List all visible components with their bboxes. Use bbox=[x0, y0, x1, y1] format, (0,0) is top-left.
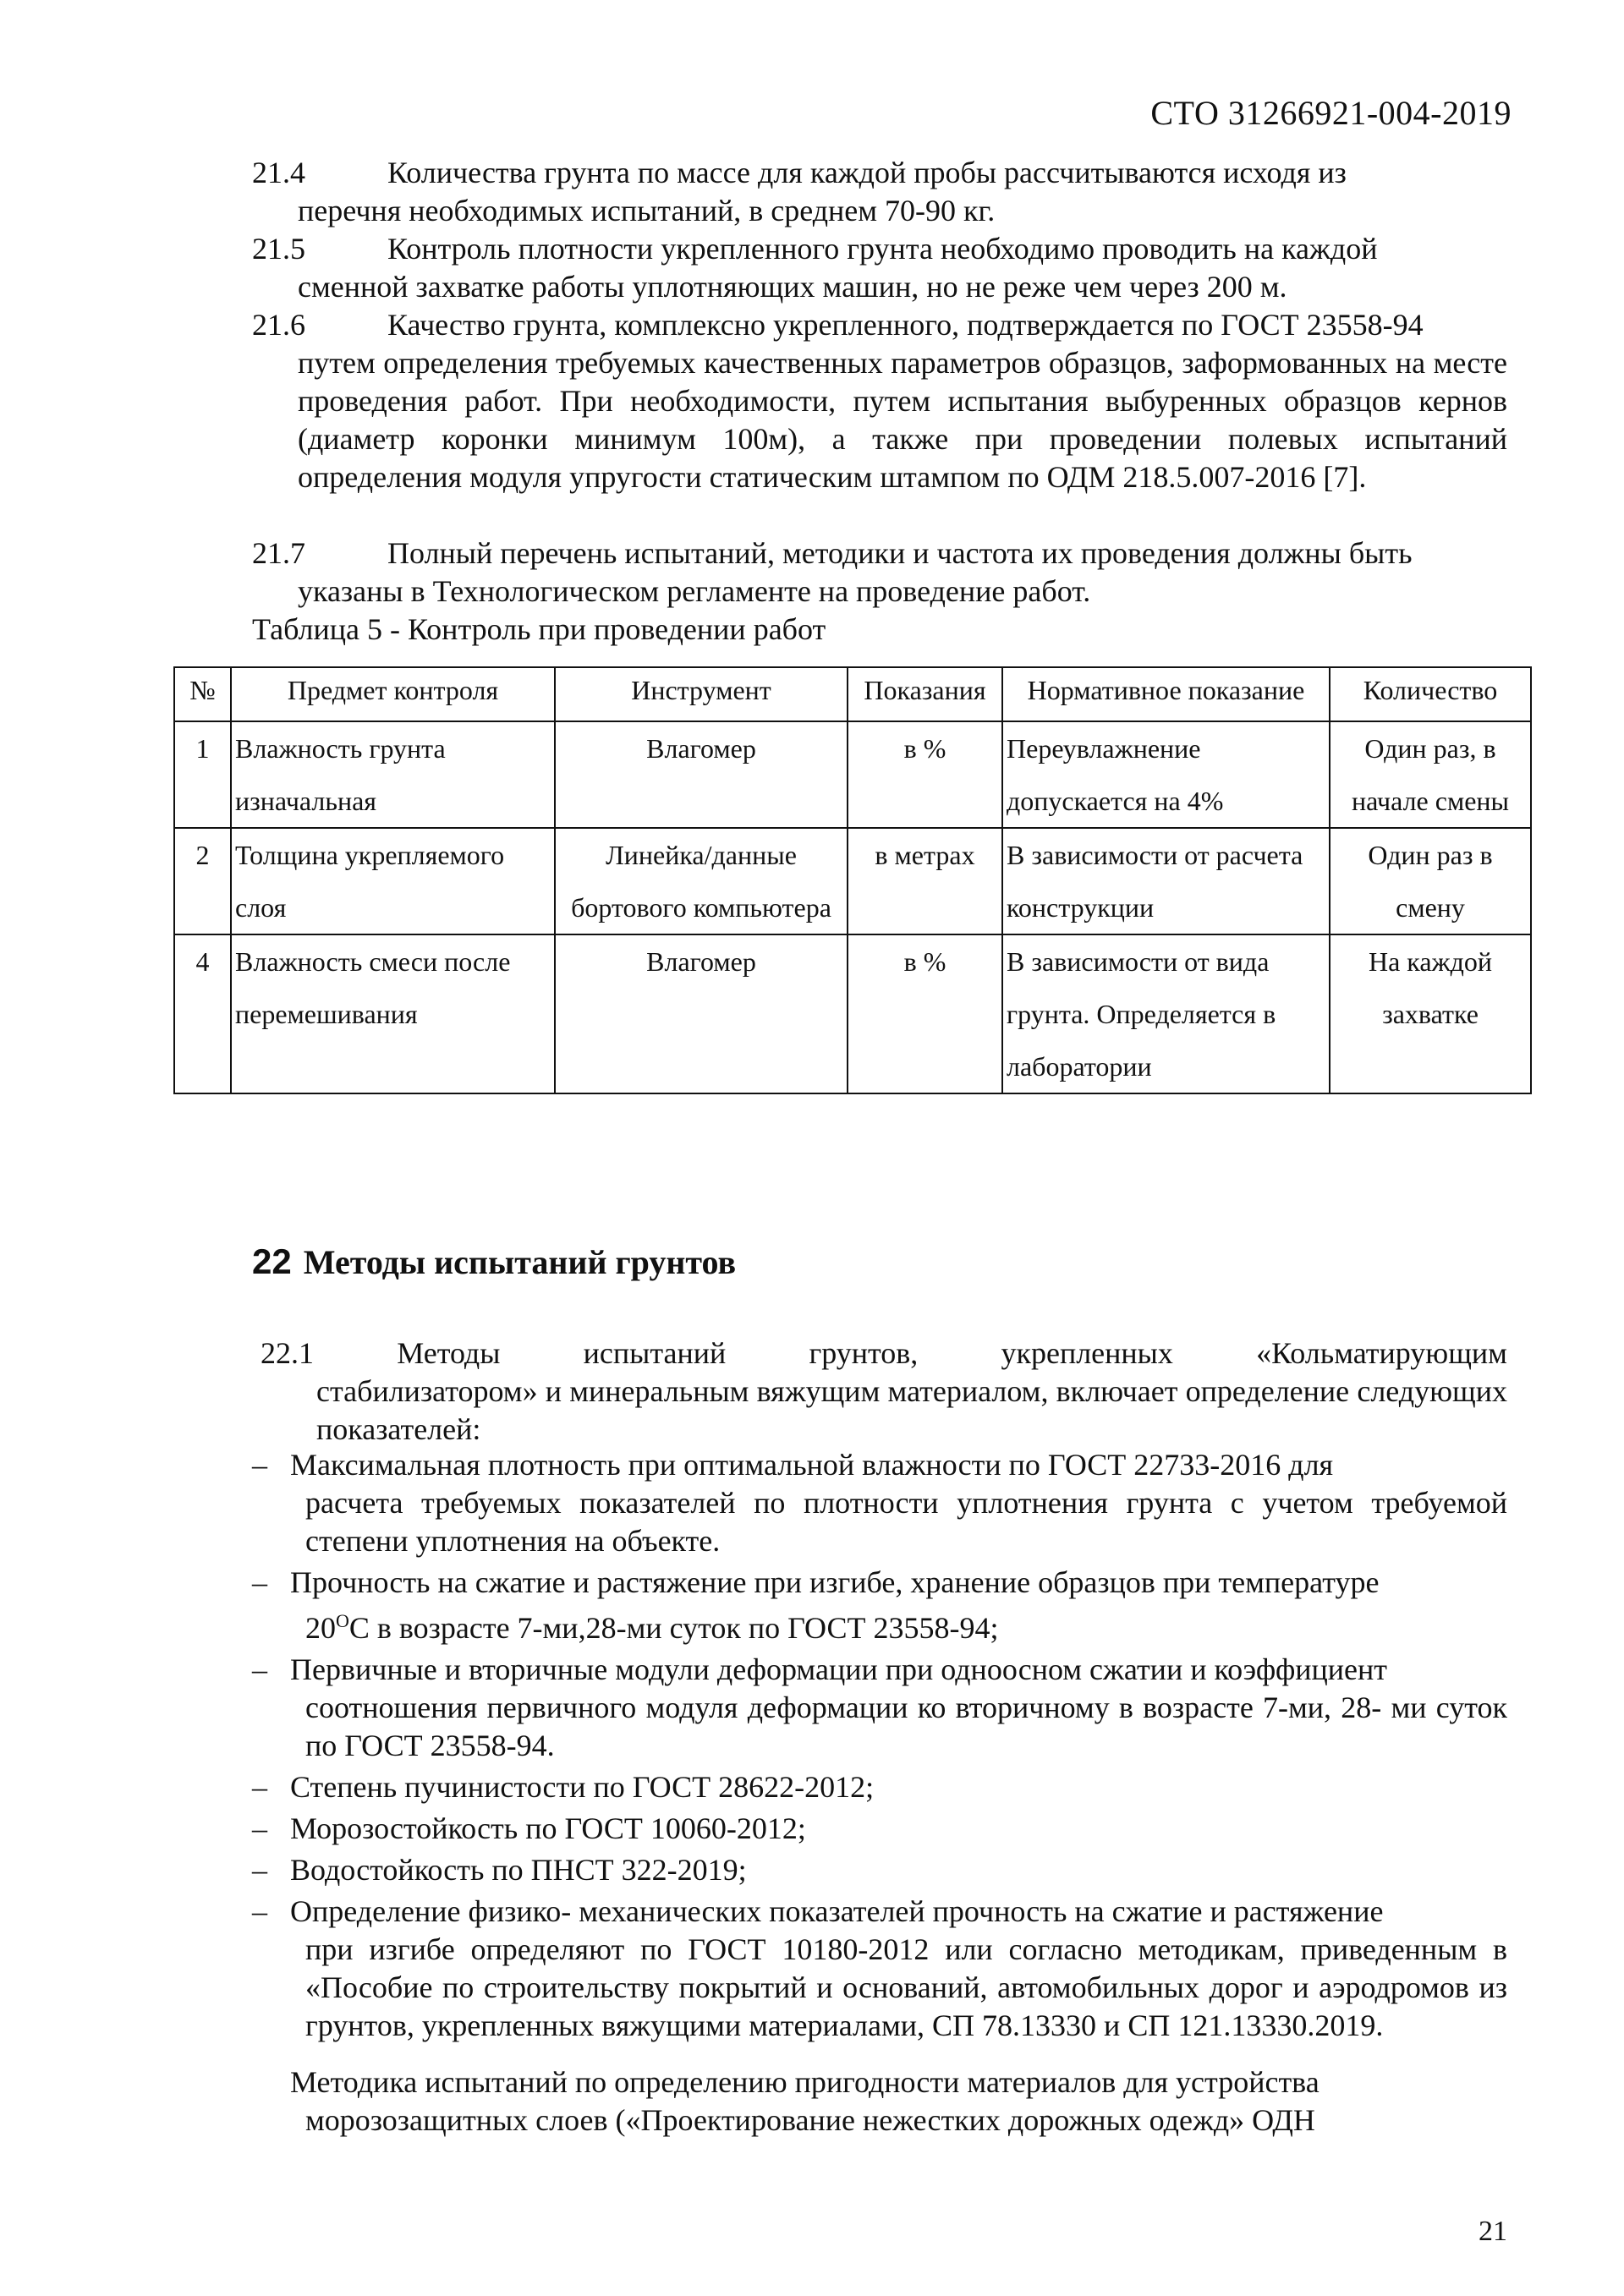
col-header-reading: Показания bbox=[848, 667, 1002, 721]
paragraph-first-line: Полный перечень испытаний, методики и частота их проведения должны быть bbox=[387, 536, 1413, 570]
list-item-first: Водостойкость по ПНСТ 322-2019; bbox=[290, 1853, 747, 1887]
cell-norm: В зависимости от расчета конструкции bbox=[1002, 828, 1330, 934]
list-item-rest: при изгибе определяют по ГОСТ 10180-2012 или согласно методикам, приведенным в «Пособие по строительству покрытий и оснований, автомобильных дорог и аэродромов из грунтов, укрепленных вяжущими материалами, СП 78.13330 и СП 121.13330.2019. bbox=[305, 1932, 1507, 2042]
word: испытаний bbox=[583, 1336, 727, 1370]
list-item-rest bbox=[290, 1602, 1507, 1647]
list-item bbox=[252, 1893, 1507, 2045]
table-header-row bbox=[174, 667, 1531, 721]
table-row bbox=[174, 934, 1531, 1093]
table-row bbox=[174, 721, 1531, 828]
paragraph-continuation: путем определения требуемых качественных параметров образцов, заформованных на месте проведения работ. При необходимости, путем испытания выбуренных образцов кернов (диаметр коронки минимум 100м), а также при проведении полевых испытаний определения модуля упругости статическим штампом по ОДМ 218.5.007-2016 [7]. bbox=[298, 346, 1507, 494]
paragraph-number: 21.5 bbox=[252, 232, 305, 266]
list-item-first: Определение физико- механических показателей прочность на сжатие и растяжение bbox=[290, 1894, 1384, 1928]
dash-bullet: – bbox=[252, 1565, 267, 1599]
cell-number: 2 bbox=[174, 828, 231, 934]
paragraph-number: 22.1 bbox=[261, 1336, 314, 1370]
cell-subject: Влажность смеси после перемешивания bbox=[231, 934, 555, 1093]
word: грунтов, bbox=[809, 1336, 919, 1370]
list-item-first: Морозостойкость по ГОСТ 10060-2012; bbox=[290, 1811, 806, 1845]
col-header-number: № bbox=[174, 667, 231, 721]
cell-reading: в метрах bbox=[848, 828, 1002, 934]
list-item-rest: расчета требуемых показателей по плотности уплотнения грунта с учетом требуемой степени уплотнения на объекте. bbox=[305, 1486, 1507, 1558]
list-item bbox=[252, 1768, 1507, 1806]
section-number: 22 bbox=[252, 1241, 292, 1281]
col-header-norm: Нормативное показание bbox=[1002, 667, 1330, 721]
list-item-first: Степень пучинистости по ГОСТ 28622-2012; bbox=[290, 1770, 875, 1804]
paragraph-21-4 bbox=[252, 154, 1507, 230]
dash-bullet: – bbox=[252, 1770, 267, 1804]
word: «Кольматирующим bbox=[1256, 1336, 1507, 1370]
paragraph-first-line: Количества грунта по массе для каждой пробы рассчитываются исходя из bbox=[387, 156, 1347, 189]
cell-reading: в % bbox=[848, 721, 1002, 828]
paragraph-21-7 bbox=[252, 534, 1507, 611]
cell-subject: Влажность грунта изначальная bbox=[231, 721, 555, 828]
cell-norm: В зависимости от вида грунта. Определяется в лаборатории bbox=[1002, 934, 1330, 1093]
control-table bbox=[173, 666, 1532, 1094]
degree-mark: О bbox=[336, 1610, 349, 1631]
list-item bbox=[252, 1446, 1507, 1560]
list-item bbox=[252, 1810, 1507, 1848]
paragraph-21-6 bbox=[252, 306, 1507, 496]
paragraph-first-line: Качество грунта, комплексно укрепленного, подтверждается по ГОСТ 23558-94 bbox=[387, 308, 1424, 342]
cell-tool: Линейка/данные бортового компьютера bbox=[555, 828, 848, 934]
dash-bullet: – bbox=[252, 1894, 267, 1928]
paragraph-number: 21.7 bbox=[252, 536, 305, 570]
word: Методы bbox=[397, 1336, 501, 1370]
list-item bbox=[252, 1651, 1507, 1765]
dash-bullet: – bbox=[252, 1448, 267, 1482]
col-header-quantity: Количество bbox=[1330, 667, 1531, 721]
cell-norm: Переувлажнение допускается на 4% bbox=[1002, 721, 1330, 828]
col-header-subject: Предмет контроля bbox=[231, 667, 555, 721]
list-item bbox=[252, 1851, 1507, 1889]
section-heading bbox=[252, 1241, 736, 1282]
cell-number: 4 bbox=[174, 934, 231, 1093]
cell-number: 1 bbox=[174, 721, 231, 828]
cell-quantity: Один раз, в начале смены bbox=[1330, 721, 1531, 828]
dash-bullet: – bbox=[252, 1811, 267, 1845]
indicator-list bbox=[252, 1446, 1507, 2048]
list-item bbox=[252, 1564, 1507, 1647]
table-caption: Таблица 5 - Контроль при проведении работ bbox=[252, 612, 826, 646]
list-item-rest: соотношения первичного модуля деформации ко вторичному в возрасте 7-ми, 28- ми суток по ГОСТ 23558-94. bbox=[305, 1690, 1507, 1762]
list-item-first: Прочность на сжатие и растяжение при изгибе, хранение образцов при температуре bbox=[290, 1565, 1380, 1599]
cell-quantity: На каждой захватке bbox=[1330, 934, 1531, 1093]
paragraph-first-line bbox=[261, 1334, 1507, 1373]
cell-quantity: Один раз в смену bbox=[1330, 828, 1531, 934]
paragraph-number: 21.6 bbox=[252, 308, 305, 342]
paragraph-continuation: перечня необходимых испытаний, в среднем 70-90 кг. bbox=[298, 194, 996, 227]
cell-tool: Влагомер bbox=[555, 934, 848, 1093]
section-title: Методы испытаний грунтов bbox=[303, 1243, 737, 1281]
method-first-line: Методика испытаний по определению пригодности материалов для устройства bbox=[290, 2065, 1320, 2099]
temperature-value: 20 bbox=[305, 1611, 336, 1645]
cell-tool: Влагомер bbox=[555, 721, 848, 828]
dash-bullet: – bbox=[252, 1853, 267, 1887]
paragraph-first-line: Контроль плотности укрепленного грунта необходимо проводить на каждой bbox=[387, 232, 1378, 266]
method-continuation: морозозащитных слоев («Проектирование нежестких дорожных одежд» ОДН bbox=[305, 2103, 1315, 2137]
paragraph-number: 21.4 bbox=[252, 156, 305, 189]
paragraph-22-1 bbox=[261, 1334, 1507, 1449]
page-number: 21 bbox=[1479, 2216, 1507, 2247]
paragraph-continuation: указаны в Технологическом регламенте на проведение работ. bbox=[298, 574, 1091, 608]
cell-reading: в % bbox=[848, 934, 1002, 1093]
col-header-tool: Инструмент bbox=[555, 667, 848, 721]
list-item-rest-text: С в возрасте 7-ми,28-ми суток по ГОСТ 23558-94; bbox=[348, 1611, 999, 1645]
cell-subject: Толщина укрепляемого слоя bbox=[231, 828, 555, 934]
paragraph-21-5 bbox=[252, 230, 1507, 306]
word: укрепленных bbox=[1001, 1336, 1173, 1370]
dash-bullet: – bbox=[252, 1652, 267, 1686]
method-paragraph bbox=[290, 2063, 1507, 2140]
table-row bbox=[174, 828, 1531, 934]
document-code: СТО 31266921-004-2019 bbox=[1150, 94, 1512, 132]
list-item-first: Максимальная плотность при оптимальной влажности по ГОСТ 22733-2016 для bbox=[290, 1448, 1334, 1482]
paragraph-continuation: стабилизатором» и минеральным вяжущим материалом, включает определение следующих показателей: bbox=[316, 1374, 1507, 1446]
list-item-first: Первичные и вторичные модули деформации при одноосном сжатии и коэффициент bbox=[290, 1652, 1388, 1686]
paragraph-continuation: сменной захватке работы уплотняющих машин, но не реже чем через 200 м. bbox=[298, 270, 1287, 304]
